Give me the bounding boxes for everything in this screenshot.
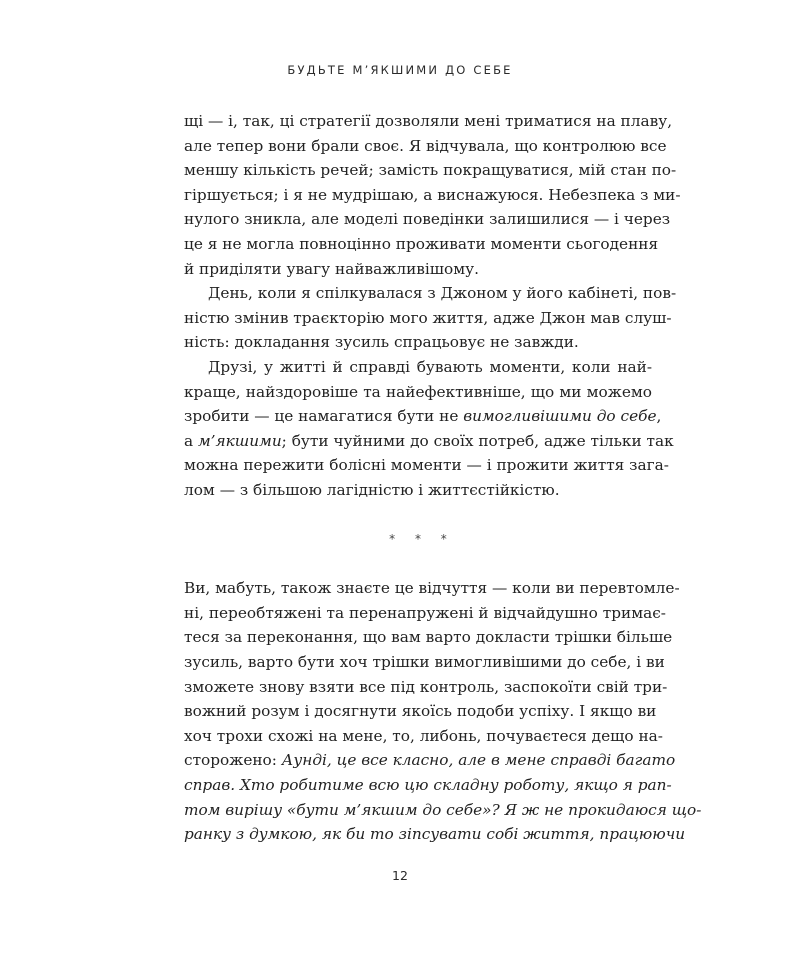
text-line: хоч трохи схожі на мене, то, либонь, почуваєтеся дещо на- [184,726,663,745]
text-line: ністю змінив траєкторію мого життя, адже Джон мав слуш- [184,308,672,327]
text-line: краще, найздоровіше та найефективніше, що ми можемо [184,382,652,401]
text-line: том вирішу «бути м’якшим до себе»? Я ж не прокидаюся що- [184,800,702,819]
text-line: лом — з більшою лагідністю і життєстійкістю. [184,480,560,499]
text-line: ні, переобтяжені та перенапружені й відчайдушно тримає- [184,603,666,622]
text-before-separator [184,109,681,503]
text-line: гіршується; і я не мудрішаю, а виснажуюся. Небезпека з ми- [184,185,681,204]
text-line: ність: докладання зусиль спрацьовує не завжди. [184,333,579,352]
text-line: це я не могла повноцінно проживати моменти сьогодення [184,234,659,253]
text-line: сторожено: Аунді, це все класно, але в мене справді багато [184,751,676,770]
text-line: вожний розум і досягнути якоїсь подоби успіху. І якщо ви [184,702,657,721]
section-separator: * * * [389,532,455,547]
text-line: нулого зникла, але моделі поведінки залишилися — і через [184,210,671,229]
text-after-separator [184,576,702,847]
text-line: зусиль, варто бути хоч трішки вимогливішими до себе, і ви [184,653,665,672]
text-line: День, коли я спілкувалася з Джоном у його кабінеті, пов- [208,284,677,303]
text-line: й приділяти увагу найважливішому. [184,259,479,278]
text-line: зможете знову взяти все під контроль, заспокоїти свій три- [184,677,668,696]
body-text [184,109,702,847]
text-line: справ. Хто робитиме всю цю складну роботу, якщо я рап- [184,776,672,795]
page-number: 12 [392,868,408,883]
text-line: Друзі, у житті й справді бувають моменти, коли най- [208,357,652,376]
text-line: зробити — це намагатися бути не вимогливішими до себе, [184,407,662,426]
text-line: але тепер вони брали своє. Я відчувала, що контролюю все [184,136,667,155]
paragraph [184,355,674,503]
text-line: теся за переконання, що вам варто докласти трішки більше [184,628,673,647]
text-line: можна пережити болісні моменти — і прожити життя зага- [184,456,669,475]
paragraph [184,281,677,355]
text-line: а м’якшими; бути чуйними до своїх потреб, адже тільки так [184,431,674,450]
text-line: Ви, мабуть, також знаєте це відчуття — коли ви перевтомле- [184,579,680,598]
running-header: БУДЬТЕ М’ЯКШИМИ ДО СЕБЕ [287,63,513,77]
text-line: ранку з думкою, як би то зіпсувати собі життя, працюючи [184,825,686,844]
paragraph [184,109,681,281]
text-line: меншу кількість речей; замість покращуватися, мій стан по- [184,161,677,180]
text-line: щі — і, так, ці стратегії дозволяли мені триматися на плаву, [184,112,673,130]
paragraph [184,576,702,847]
